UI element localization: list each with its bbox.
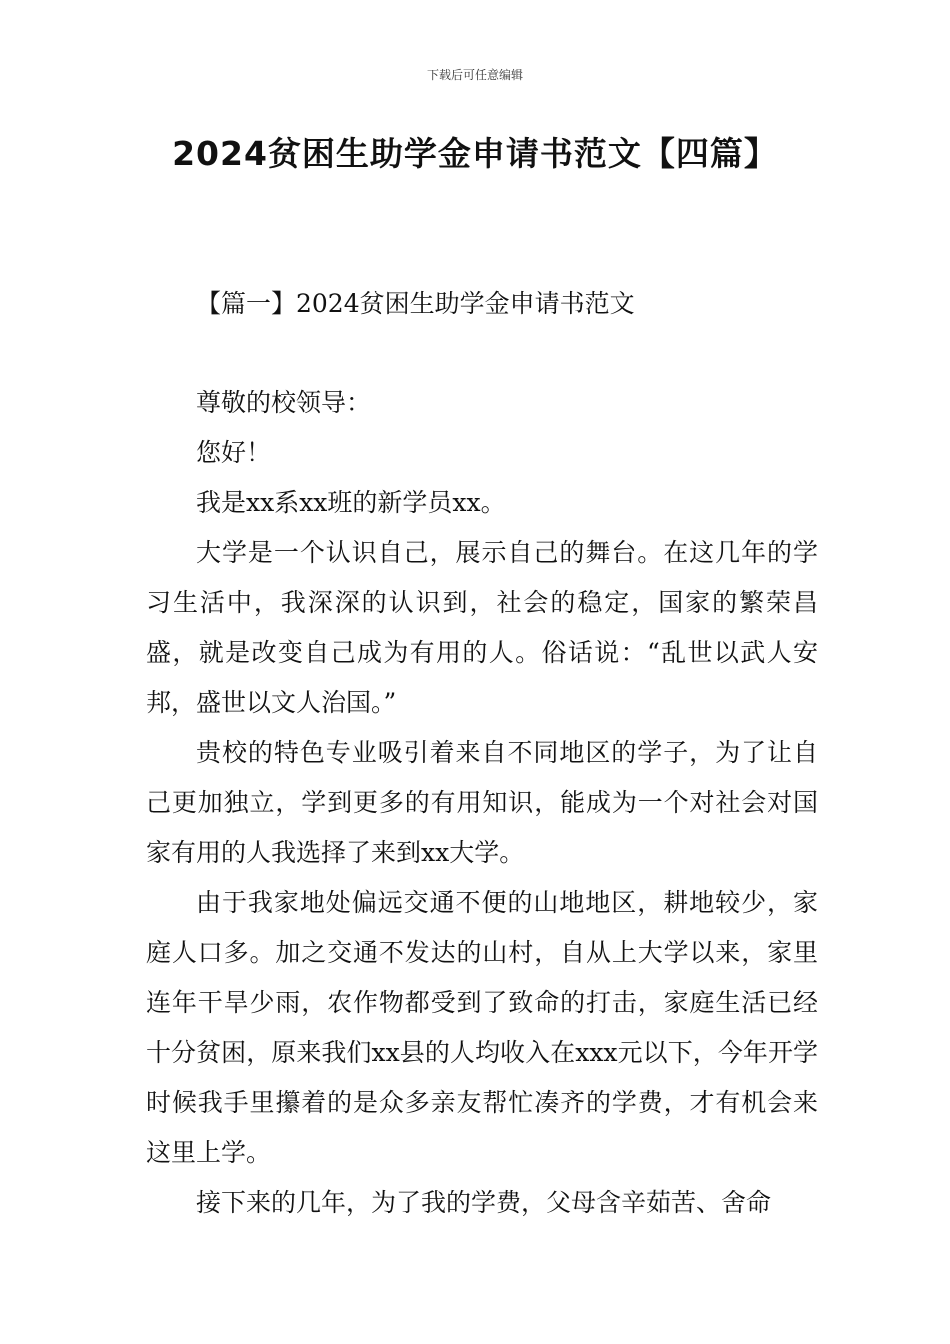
paragraph-family-situation: 由于我家地处偏远交通不便的山地地区，耕地较少，家庭人口多。加之交通不发达的山村，自从上大学以来，家里连年干旱少雨，农作物都受到了致命的打击，家庭生活已经十分贫困，原来我们xx县的人均收入在xxx元以下，今年开学时候我手里攥着的是众多亲友帮忙凑齐的学费，才有机会来这里上学。 [146,888,818,1167]
paragraph-intro: 我是xx系xx班的新学员xx。 [196,488,506,517]
header-note: 下载后可任意编辑 [426,68,523,82]
section-heading: 【篇一】2024贫困生助学金申请书范文 [196,289,635,318]
document-title: 2024贫困生助学金申请书范文【四篇】 [172,134,778,173]
document-body [146,378,818,1228]
paragraph-university: 大学是一个认识自己，展示自己的舞台。在这几年的学习生活中，我深深的认识到，社会的稳定，国家的繁荣昌盛，就是改变自己成为有用的人。俗话说：“乱世以武人安邦，盛世以文人治国。” [146,538,818,717]
greeting: 您好！ [196,438,272,467]
paragraph-continuation: 接下来的几年，为了我的学费，父母含辛茹苦、舍命 [196,1188,772,1217]
salutation: 尊敬的校领导： [196,388,372,417]
paragraph-school-choice: 贵校的特色专业吸引着来自不同地区的学子，为了让自己更加独立，学到更多的有用知识，能成为一个对社会对国家有用的人我选择了来到xx大学。 [146,738,818,867]
